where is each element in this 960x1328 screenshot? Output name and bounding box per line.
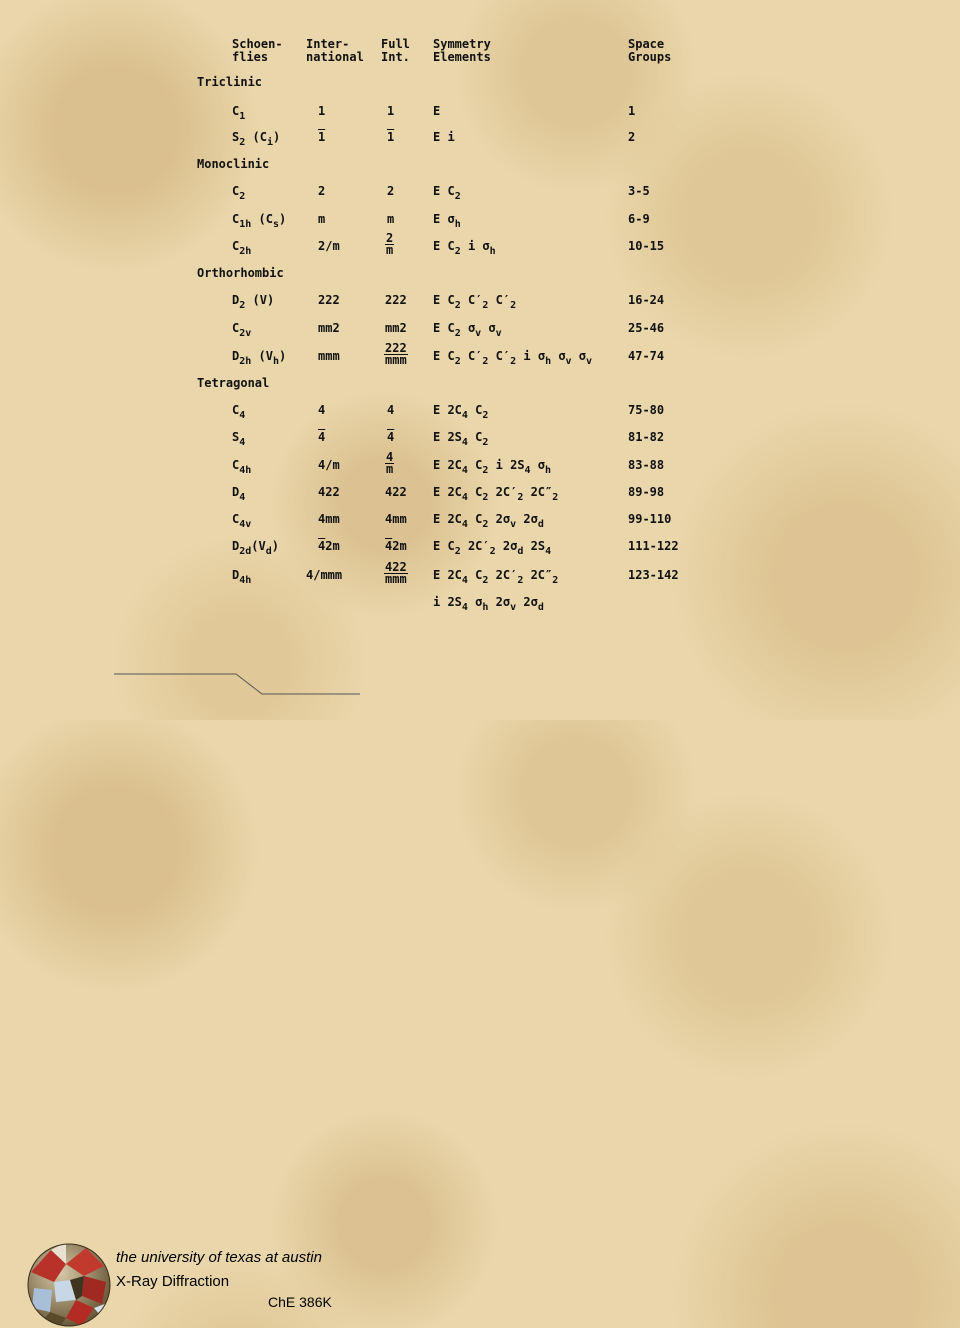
sym-s2: E i bbox=[433, 130, 455, 144]
intl-c4h: 4/m bbox=[318, 458, 340, 472]
schoenflies-d4h: $D_{4h}$ bbox=[232, 568, 252, 586]
sym-c4: E $2C_4$ $C_2$ bbox=[433, 403, 489, 421]
sg-d4: 89-98 bbox=[628, 485, 665, 499]
sg-c4: 75-80 bbox=[628, 403, 665, 417]
course-subject: X-Ray Diffraction bbox=[116, 1273, 230, 1290]
header-space-groups: Space Groups bbox=[628, 37, 672, 64]
footer bbox=[0, 620, 960, 1310]
schoenflies-c1: $C_1$ bbox=[232, 104, 246, 122]
sym-c4v: E $2C_4$ $C_2$ $2\sigma_v$ $2\sigma_d$ bbox=[433, 512, 544, 530]
escher-sphere-logo-icon bbox=[26, 1242, 112, 1328]
sym-c2v: E $C_2$ $\sigma_v$ $\sigma_v$ bbox=[433, 321, 502, 339]
sg-c4h: 83-88 bbox=[628, 458, 665, 472]
schoenflies-d4: $D_4$ bbox=[232, 485, 246, 503]
schoenflies-c4: $C_4$ bbox=[232, 403, 246, 421]
sg-s2: 2 bbox=[628, 130, 636, 144]
intl-d2h: mmm bbox=[318, 349, 340, 363]
header-schoenflies: Schoen- flies bbox=[232, 37, 283, 64]
full-d4h: $\frac{422}{\text{mmm}}$ bbox=[385, 560, 407, 586]
header-full-int: Full Int. bbox=[381, 37, 410, 64]
sym-c2: E $C_2$ bbox=[433, 184, 461, 202]
intl-c2: 2 bbox=[318, 184, 326, 198]
sg-c2h: 10-15 bbox=[628, 239, 665, 253]
schoenflies-s4: $S_4$ bbox=[232, 430, 246, 448]
intl-d4h: 4/mmm bbox=[306, 568, 343, 582]
sym-s4: E $2S_4$ $C_2$ bbox=[433, 430, 489, 448]
sg-c2v: 25-46 bbox=[628, 321, 665, 335]
sym-c1: E bbox=[433, 104, 441, 118]
intl-c2h: 2/m bbox=[318, 239, 340, 253]
header-symmetry-elements: Symmetry Elements bbox=[433, 37, 491, 64]
sg-d2h: 47-74 bbox=[628, 349, 665, 363]
full-d2: 222 bbox=[385, 293, 407, 307]
sym-d2d: E $C_2$ $2C'_2$ $2\sigma_d$ $2S_4$ bbox=[433, 539, 552, 557]
header-international: Inter- national bbox=[306, 37, 364, 64]
full-c1h: m bbox=[387, 212, 395, 226]
full-d2d: 42m bbox=[385, 539, 407, 553]
intl-c4v: 4mm bbox=[318, 512, 340, 526]
intl-d4: 422 bbox=[318, 485, 340, 499]
sg-c1h: 6-9 bbox=[628, 212, 650, 226]
course-number: ChE 386K bbox=[268, 1294, 332, 1310]
intl-d2d: 42m bbox=[318, 539, 340, 553]
intl-d2: 222 bbox=[318, 293, 340, 307]
sg-c1: 1 bbox=[628, 104, 636, 118]
full-c2h: $\frac{2}{m}$ bbox=[386, 231, 394, 257]
full-c2: 2 bbox=[387, 184, 395, 198]
full-d2h: $\frac{222}{\text{mmm}}$ bbox=[385, 341, 407, 367]
full-c4: 4 bbox=[387, 403, 395, 417]
full-c4v: 4mm bbox=[385, 512, 407, 526]
sym-c1h: E $\sigma_h$ bbox=[433, 212, 461, 230]
sym-c4h: E $2C_4$ $C_2$ i $2S_4$ $\sigma_h$ bbox=[433, 458, 552, 476]
sg-c4v: 99-110 bbox=[628, 512, 672, 526]
schoenflies-c1h: $C_{1h}$ $(C_s)$ bbox=[232, 212, 287, 230]
university-name: the university of texas at austin bbox=[116, 1249, 322, 1266]
system-monoclinic: Monoclinic bbox=[197, 157, 270, 171]
schoenflies-c2h: $C_{2h}$ bbox=[232, 239, 252, 257]
full-s4: 4 bbox=[387, 430, 395, 444]
intl-c1: 1 bbox=[318, 104, 326, 118]
schoenflies-d2d: $D_{2d}(V_d)$ bbox=[232, 539, 279, 557]
sg-s4: 81-82 bbox=[628, 430, 665, 444]
sym-d2h: E $C_2$ $C'_2$ $C'_2$ i $\sigma_h$ $\sigma_v$ $\sigma_v$ bbox=[433, 349, 593, 367]
schoenflies-d2: $D_2$ (V) bbox=[232, 293, 275, 311]
system-triclinic: Triclinic bbox=[197, 75, 263, 89]
schoenflies-d2h: $D_{2h}$ $(V_h)$ bbox=[232, 349, 287, 367]
schoenflies-s2: $S_2$ $(C_i)$ bbox=[232, 130, 281, 148]
schoenflies-c4h: $C_{4h}$ bbox=[232, 458, 252, 476]
full-c4h: $\frac{4}{m}$ bbox=[386, 450, 394, 476]
sym-d4h: E $2C_4$ $C_2$ $2C'_2$ $2C''_2$ bbox=[433, 568, 559, 586]
intl-c4: 4 bbox=[318, 403, 326, 417]
system-tetragonal: Tetragonal bbox=[197, 376, 270, 390]
sym-c2h: E $C_2$ i $\sigma_h$ bbox=[433, 239, 496, 257]
sg-d4h: 123-142 bbox=[628, 568, 679, 582]
full-d4: 422 bbox=[385, 485, 407, 499]
schoenflies-c4v: $C_{4v}$ bbox=[232, 512, 252, 530]
intl-s2: 1 bbox=[318, 130, 326, 144]
intl-c2v: mm2 bbox=[318, 321, 340, 335]
sg-d2d: 111-122 bbox=[628, 539, 679, 553]
sg-c2: 3-5 bbox=[628, 184, 650, 198]
sym-d2: E $C_2$ $C'_2$ $C'_2$ bbox=[433, 293, 517, 311]
full-s2: 1 bbox=[387, 130, 395, 144]
schoenflies-c2v: $C_{2v}$ bbox=[232, 321, 252, 339]
full-c1: 1 bbox=[387, 104, 395, 118]
intl-c1h: m bbox=[318, 212, 326, 226]
full-c2v: mm2 bbox=[385, 321, 407, 335]
sym-d4h-continued: i $2S_4$ $\sigma_h$ $2\sigma_v$ $2\sigma_d$ bbox=[433, 595, 544, 613]
intl-s4: 4 bbox=[318, 430, 326, 444]
sym-d4: E $2C_4$ $C_2$ $2C'_2$ $2C''_2$ bbox=[433, 485, 559, 503]
schoenflies-c2: $C_2$ bbox=[232, 184, 246, 202]
system-orthorhombic: Orthorhombic bbox=[197, 266, 284, 280]
sg-d2: 16-24 bbox=[628, 293, 665, 307]
